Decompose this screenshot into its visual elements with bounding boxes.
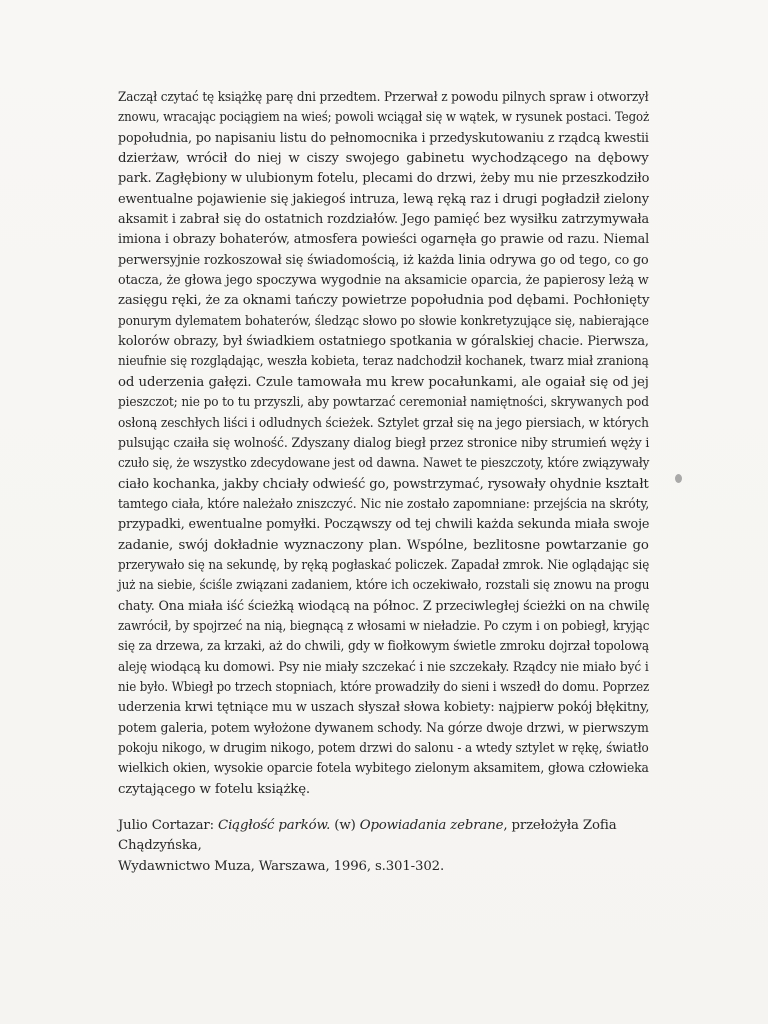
text-line: pieszczot; nie po to tu przyszli, aby powtarzać ceremoniał namiętności, skrywanych pod xyxy=(118,395,649,411)
text-line: perwersyjnie rozkoszował się świadomością, iż każda linia odrywa go od tego, co go xyxy=(118,252,649,268)
ink-blot xyxy=(675,474,682,483)
document-text xyxy=(118,88,649,877)
text-line: park. Zagłębiony w ulubionym fotelu, plecami do drzwi, żeby mu nie przeszkodziło xyxy=(118,171,650,187)
text-line: otacza, że głowa jego spoczywa wygodnie na aksamicie oparcia, że papierosy leżą w xyxy=(118,273,649,289)
text-line: tamtego ciała, które należało zniszczyć. Nic nie zostało zapomniane: przejścia na skróty, xyxy=(118,496,650,512)
text-line: przerywało się na sekundę, by ręką pogłaskać policzek. Zapadał zmrok. Nie oglądając się xyxy=(118,557,650,573)
text-line: wielkich okien, wysokie oparcie fotela wybitego zielonym aksamitem, głowa człowieka xyxy=(118,761,649,777)
citation-author: Julio Cortazar: xyxy=(118,818,219,834)
text-line: kolorów obrazy, był świadkiem ostatniego spotkania w góralskiej chacie. Pierwsza, xyxy=(118,334,649,350)
text-line: pulsując czaiła się wolność. Zdyszany dialog biegł przez stronice niby strumień węży i xyxy=(118,435,650,451)
text-line: imiona i obrazy bohaterów, atmosfera powieści ogarnęła go prawie od razu. Niemal xyxy=(118,232,650,248)
text-line: osłoną zeschłych liści i odludnych ścieżek. Sztylet grzał się na jego piersiach, w których xyxy=(118,415,649,431)
text-line: nieufnie się rozglądając, weszła kobieta, teraz nadchodził kochanek, twarz miał zranioną xyxy=(118,354,649,370)
text-line: zawrócił, by spojrzeć na nią, biegnącą z włosami w nieładzie. Po czym i on pobiegł, kryjąc xyxy=(118,618,650,634)
text-line: uderzenia krwi tętniące mu w uszach słyszał słowa kobiety: najpierw pokój błękitny, xyxy=(118,700,650,716)
text-line: przypadki, ewentualne pomyłki. Począwszy od tej chwili każda sekunda miała swoje xyxy=(118,517,650,533)
text-line: ewentualne pojawienie się jakiegoś intruza, lewą ręką raz i drugi pogładził zielony xyxy=(118,191,649,207)
text-line: potem galeria, potem wyłożone dywanem schody. Na górze dwoje drzwi, w pierwszym xyxy=(118,720,649,736)
text-line: ciało kochanka, jakby chciały odwieść go, powstrzymać, rysowały ohydnie kształt xyxy=(118,476,649,492)
text-line: pokoju nikogo, w drugim nikogo, potem drzwi do salonu - a wtedy sztylet w rękę, światło xyxy=(118,741,649,756)
text-line: czytającego w fotelu książkę. xyxy=(118,781,311,797)
story-paragraph xyxy=(118,88,649,800)
citation-translator: , przełożyła Zofia Chądzyńska, xyxy=(118,818,617,854)
citation-in-marker: (w) xyxy=(330,818,360,834)
text-line: chaty. Ona miała iść ścieżką wiodącą na północ. Z przeciwległej ścieżki on na chwilę xyxy=(118,598,650,614)
source-citation xyxy=(118,816,649,877)
text-line: ponurym dylematem bohaterów, śledząc słowo po słowie konkretyzujące się, nabierające xyxy=(118,313,649,329)
text-line: zasięgu ręki, że za oknami tańczy powietrze popołudnia pod dębami. Pochłonięty xyxy=(118,293,650,309)
text-line: zadanie, swój dokładnie wyznaczony plan. Wspólne, bezlitosne powtarzanie go xyxy=(118,537,649,553)
text-line: znowu, wracając pociągiem na wieś; powoli wciągał się w wątek, w rysunek postaci. Tegoż xyxy=(118,110,650,126)
text-line: nie było. Wbiegł po trzech stopniach, które prowadziły do sieni i wszedł do domu. Poprzez xyxy=(118,679,650,695)
text-line: aksamit i zabrał się do ostatnich rozdziałów. Jego pamięć bez wysiłku zatrzymywała xyxy=(118,212,650,228)
text-line: od uderzenia gałęzi. Czule tamowała mu krew pocałunkami, ale ogaiał się od jej xyxy=(118,374,649,390)
text-line: czuło się, że wszystko zdecydowane jest od dawna. Nawet te pieszczoty, które związywały xyxy=(118,456,650,472)
text-line: dzierżaw, wrócił do niej w ciszy swojego gabinetu wychodzącego na dębowy xyxy=(118,151,649,167)
text-line: już na siebie, ściśle związani zadaniem, które ich oczekiwało, rozstali się znowu na progu xyxy=(118,578,650,594)
text-line: aleję wiodącą ku domowi. Psy nie miały szczekać i nie szczekały. Rządcy nie miało być i xyxy=(118,659,649,675)
citation-title: Ciągłość parków. xyxy=(218,818,331,834)
text-line: się za drzewa, za krzaki, aż do chwili, gdy w fiołkowym świetle zmroku dojrzał topolową xyxy=(118,639,649,655)
text-line: Zaczął czytać tę książkę parę dni przedtem. Przerwał z powodu pilnych spraw i otworzył xyxy=(118,90,649,105)
citation-collection: Opowiadania zebrane xyxy=(359,818,504,834)
text-line: popołudnia, po napisaniu listu do pełnomocnika i przedyskutowaniu z rządcą kwestii xyxy=(118,130,649,146)
citation-publisher: Wydawnictwo Muza, Warszawa, 1996, s.301-302. xyxy=(118,858,445,874)
